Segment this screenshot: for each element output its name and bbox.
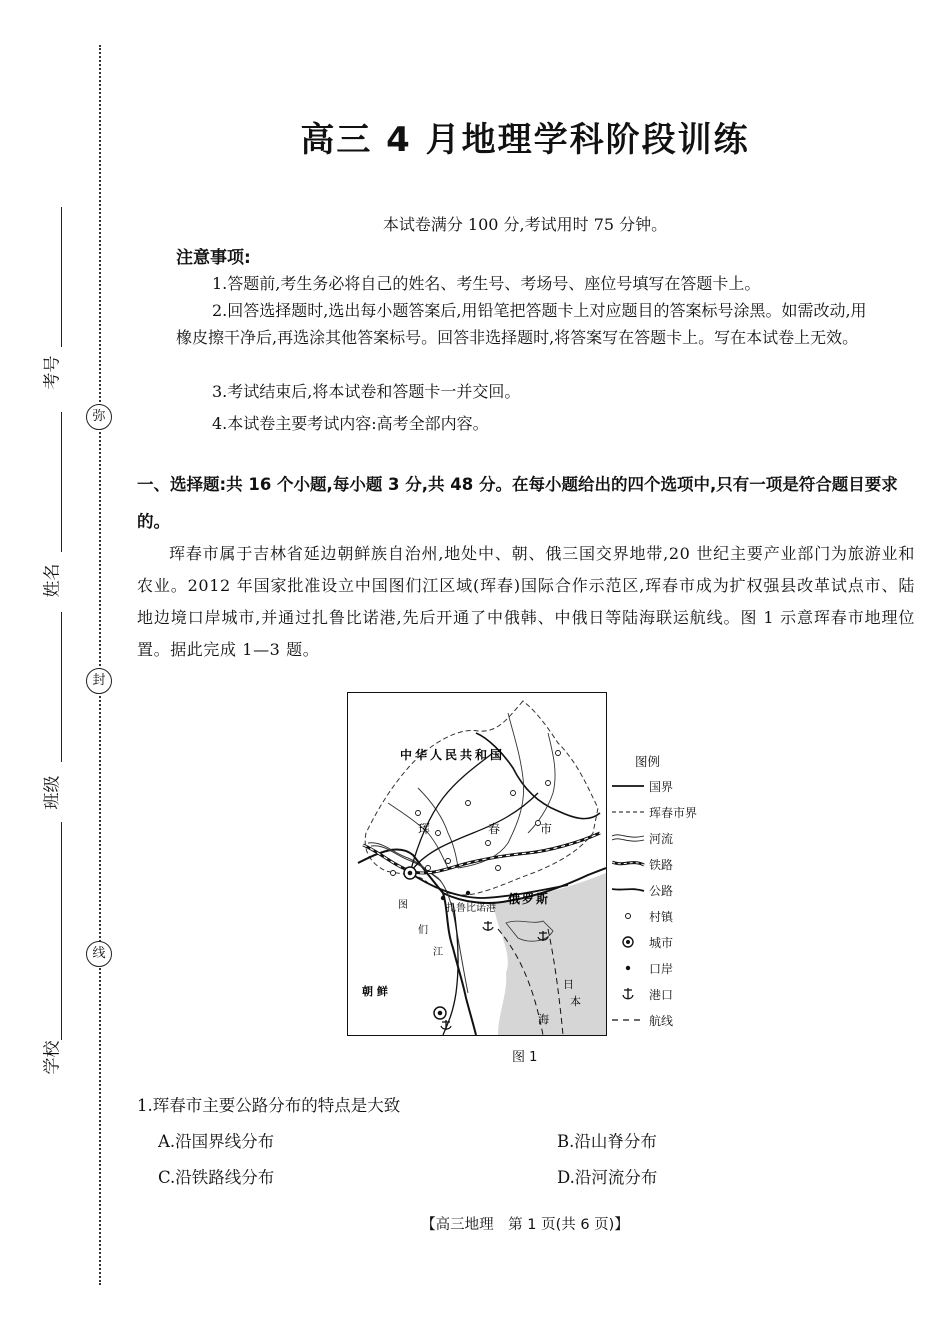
class-label: 班级 — [42, 775, 63, 810]
section-heading — [137, 466, 917, 540]
road-icon — [612, 881, 646, 899]
map-label-men: 们 — [418, 925, 428, 936]
seal-mark-xian: 线 — [86, 941, 112, 967]
map-label-jiang: 江 — [433, 947, 443, 958]
port-crossing-2 — [466, 891, 470, 895]
exam-number-label: 考号 — [42, 355, 63, 390]
school-line[interactable] — [61, 1012, 62, 1040]
railway-outer — [363, 833, 600, 873]
school-label: 学校 — [42, 1040, 63, 1075]
villages — [391, 751, 561, 876]
national-border-icon — [612, 777, 646, 795]
legend-label: 口岸 — [649, 962, 674, 976]
city-icon — [612, 933, 646, 951]
map-label-shi: 市 — [540, 822, 553, 836]
legend-item-harbor — [612, 985, 722, 1003]
notice-item-1: 1.答题前,考生务必将自己的姓名、考生号、考场号、座位号填写在答题卡上。 — [212, 274, 761, 293]
name-label: 姓名 — [42, 563, 63, 598]
legend-item-city-boundary — [612, 803, 722, 821]
question-1-stem: 1.珲春市主要公路分布的特点是大致 — [137, 1096, 401, 1115]
passage-text: 珲春市属于吉林省延边朝鲜族自治州,地处中、朝、俄三国交界地带,20 世纪主要产业部门为旅游业和农业。2012 年国家批准设立中国图们江区域(珲春)国际合作示范区,珲春市成为扩权强县改革试点市、陆地边境口岸城市,并通过扎鲁比诺港,先后开通了中俄韩、中俄日等陆海联运航线。图 1 示意珲春市地理位置。据此完成 1—3 题。 — [137, 544, 915, 659]
map-label-hun: 珲 — [418, 822, 431, 836]
map-label-ri: 日 — [563, 978, 574, 991]
legend-item-village — [612, 907, 722, 925]
seal-mark-feng: 封 — [86, 668, 112, 694]
legend-item-railway — [612, 855, 722, 873]
legend-label: 铁路 — [649, 858, 674, 872]
map-label-chun: 春 — [488, 822, 501, 836]
legend-item-national-border — [612, 777, 722, 795]
legend-item-route — [612, 1011, 722, 1029]
figure-caption: 图 1 — [512, 1050, 538, 1065]
map-label-port: 扎鲁比诺港 — [446, 903, 496, 914]
seal-mark-mi: 弥 — [86, 404, 112, 430]
crossing-icon — [612, 959, 646, 977]
option-d[interactable]: D.沿河流分布 — [557, 1168, 658, 1187]
river-branch-2 — [528, 733, 555, 833]
legend-item-river — [612, 829, 722, 847]
anchor-icon — [612, 985, 646, 1003]
notice-item-4: 4.本试卷主要考试内容:高考全部内容。 — [212, 414, 489, 433]
legend-item-city — [612, 933, 722, 951]
page-footer: 【高三地理 第 1 页(共 6 页)】 — [421, 1217, 629, 1233]
notice-heading: 注意事项: — [176, 248, 251, 268]
map-label-tu: 图 — [398, 900, 408, 911]
river-tumen — [368, 843, 468, 993]
legend-label: 公路 — [649, 884, 674, 898]
notice-item-3: 3.考试结束后,将本试卷和答题卡一并交回。 — [212, 382, 521, 401]
legend-label: 珲春市界 — [649, 806, 698, 820]
legend-label: 城市 — [649, 936, 674, 950]
legend-item-crossing — [612, 959, 722, 977]
railway-icon — [612, 855, 646, 873]
legend-item-road — [612, 881, 722, 899]
map-label-korea: 朝 鲜 — [362, 985, 388, 998]
route-icon — [612, 1011, 646, 1029]
city-marker-dot — [408, 871, 413, 876]
legend-label: 航线 — [649, 1014, 674, 1028]
legend-label: 国界 — [649, 780, 674, 794]
city-boundary-icon — [612, 803, 646, 821]
legend-label: 村镇 — [649, 910, 674, 924]
map-label-hai: 海 — [538, 1013, 549, 1026]
class-line-lower — [61, 822, 62, 1022]
map-label-china: 中华人民共和国 — [400, 748, 506, 762]
option-a[interactable]: A.沿国界线分布 — [158, 1132, 275, 1151]
page-title: 高三 4 月地理学科阶段训练 — [300, 120, 750, 160]
legend-label: 河流 — [649, 832, 674, 846]
river-icon — [612, 829, 646, 847]
port-crossing-1 — [441, 896, 445, 900]
option-b[interactable]: B.沿山脊分布 — [557, 1132, 657, 1151]
city-marker-korea-dot — [438, 1011, 443, 1016]
name-line[interactable] — [61, 412, 62, 552]
section-heading-text: 一、选择题:共 16 个小题,每小题 3 分,共 48 分。在每小题给出的四个选项中,只有一项是符合题目要求的。 — [137, 475, 898, 531]
map-svg — [348, 693, 606, 1035]
map-label-russia: 俄罗斯 — [508, 892, 551, 906]
legend-title: 图例 — [635, 754, 661, 769]
class-line[interactable] — [61, 612, 62, 762]
map-label-ben: 本 — [570, 995, 581, 1008]
legend-label: 港口 — [649, 988, 674, 1002]
option-c[interactable]: C.沿铁路线分布 — [158, 1168, 275, 1187]
notice-item-2: 2.回答选择题时,选出每小题答案后,用铅笔把答题卡上对应题目的答案标号涂黑。如需改动,用橡皮擦干净后,再选涂其他答案标号。回答非选择题时,将答案写在答题卡上。写在本试卷上无效。 — [176, 301, 867, 347]
exam-info: 本试卷满分 100 分,考试用时 75 分钟。 — [382, 215, 668, 234]
village-icon — [612, 907, 646, 925]
map-figure — [347, 692, 607, 1036]
road-north — [410, 753, 493, 873]
